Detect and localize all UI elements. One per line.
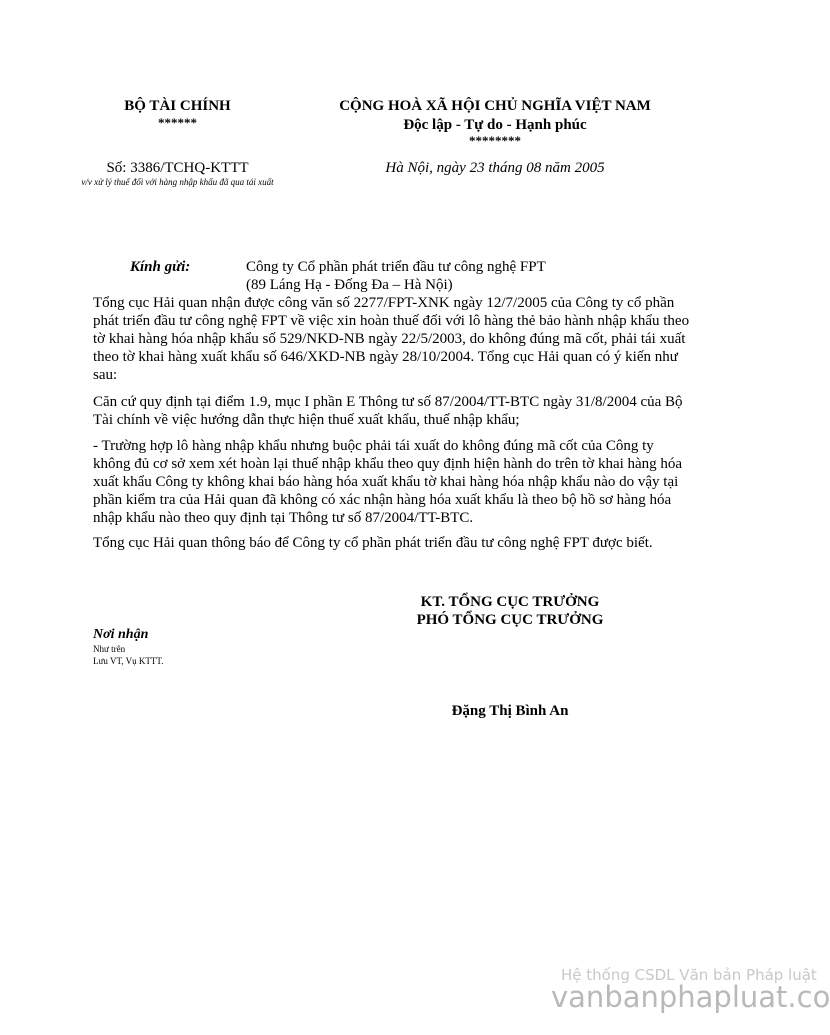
recipient-block: [246, 258, 546, 294]
motto: Độc lập - Tự do - Hạnh phúc: [403, 117, 587, 133]
signer-name: Đặng Thị Bình An: [451, 703, 569, 719]
body-paragraph-2: Căn cứ quy định tại điểm 1.9, mục I phần E Thông tư số 87/2004/TT-BTC ngày 31/8/2004 của Bộ Tài chính về việc hướng dẫn thực hiện thuế xuất khẩu, thuế nhập khẩu;: [93, 394, 683, 428]
signature-title-1: KT. TỔNG CỤC TRƯỞNG: [420, 594, 600, 610]
watermark-site: vanbanphapluat.co: [551, 980, 830, 1014]
recipient-name: Công ty Cổ phần phát triển đầu tư công nghệ FPT: [246, 259, 546, 275]
recipients-item: Lưu VT, Vụ KTTT.: [93, 656, 164, 666]
recipient-label: Kính gửi:: [130, 259, 191, 275]
date-line: Hà Nội, ngày 23 tháng 08 năm 2005: [385, 160, 605, 176]
document-subject: v/v xử lý thuế đối với hàng nhập khẩu đã qua tái xuất: [81, 177, 274, 187]
agency-separator: ******: [158, 115, 197, 130]
issuing-agency-block: [75, 97, 280, 130]
body-paragraph-3: - Trường hợp lô hàng nhập khẩu nhưng buộc phải tái xuất do không đúng mã cốt của Công ty không đủ cơ sở xem xét hoàn lại thuế nhập khẩu theo quy định hiện hành do trên tờ khai hàng hóa xuất khẩu Công ty không khai báo hàng hóa xuất khẩu tờ khai hàng hóa nhập khẩu nào do vậy tại phần kiểm tra của Hải quan đã không có xác nhận hàng hóa xuất khẩu là theo bộ hồ sơ hàng hóa nhập khẩu nào theo quy định tại Thông tư số 87/2004/TT-BTC.: [93, 438, 683, 526]
recipients-heading: Nơi nhận: [93, 627, 149, 642]
nation-title: CỘNG HOÀ XÃ HỘI CHỦ NGHĨA VIỆT NAM: [339, 98, 651, 114]
watermark-caption: Hệ thống CSDL Văn bản Pháp luật: [561, 966, 817, 984]
body-paragraph-1: Tổng cục Hải quan nhận được công văn số 2277/FPT-XNK ngày 12/7/2005 của Công ty cổ phần phát triển đầu tư công nghệ FPT về việc xin hoàn thuế đối với lô hàng thẻ bảo hành nhập khẩu theo tờ khai hàng hóa nhập khẩu số 529/NKD-NB ngày 22/5/2003, do không đúng mã cốt, phải tái xuất theo tờ khai hàng xuất khẩu số 646/XKD-NB ngày 28/10/2004. Tổng cục Hải quan có ý kiến như sau:: [93, 295, 690, 383]
agency-name: BỘ TÀI CHÍNH: [124, 98, 231, 114]
document-number: Số: 3386/TCHQ-KTTT: [106, 160, 249, 176]
recipients-list: [93, 643, 163, 667]
recipient-address: (89 Láng Hạ - Đống Đa – Hà Nội): [246, 277, 453, 293]
recipients-item: Như trên: [93, 644, 126, 654]
body-paragraph-4: Tổng cục Hải quan thông báo để Công ty cổ phần phát triển đầu tư công nghệ FPT được biết.: [93, 535, 653, 551]
national-title-block: [290, 97, 700, 147]
signature-title-block: [360, 593, 660, 629]
motto-separator: ********: [469, 133, 521, 148]
signature-title-2: PHÓ TỔNG CỤC TRƯỞNG: [416, 612, 604, 628]
